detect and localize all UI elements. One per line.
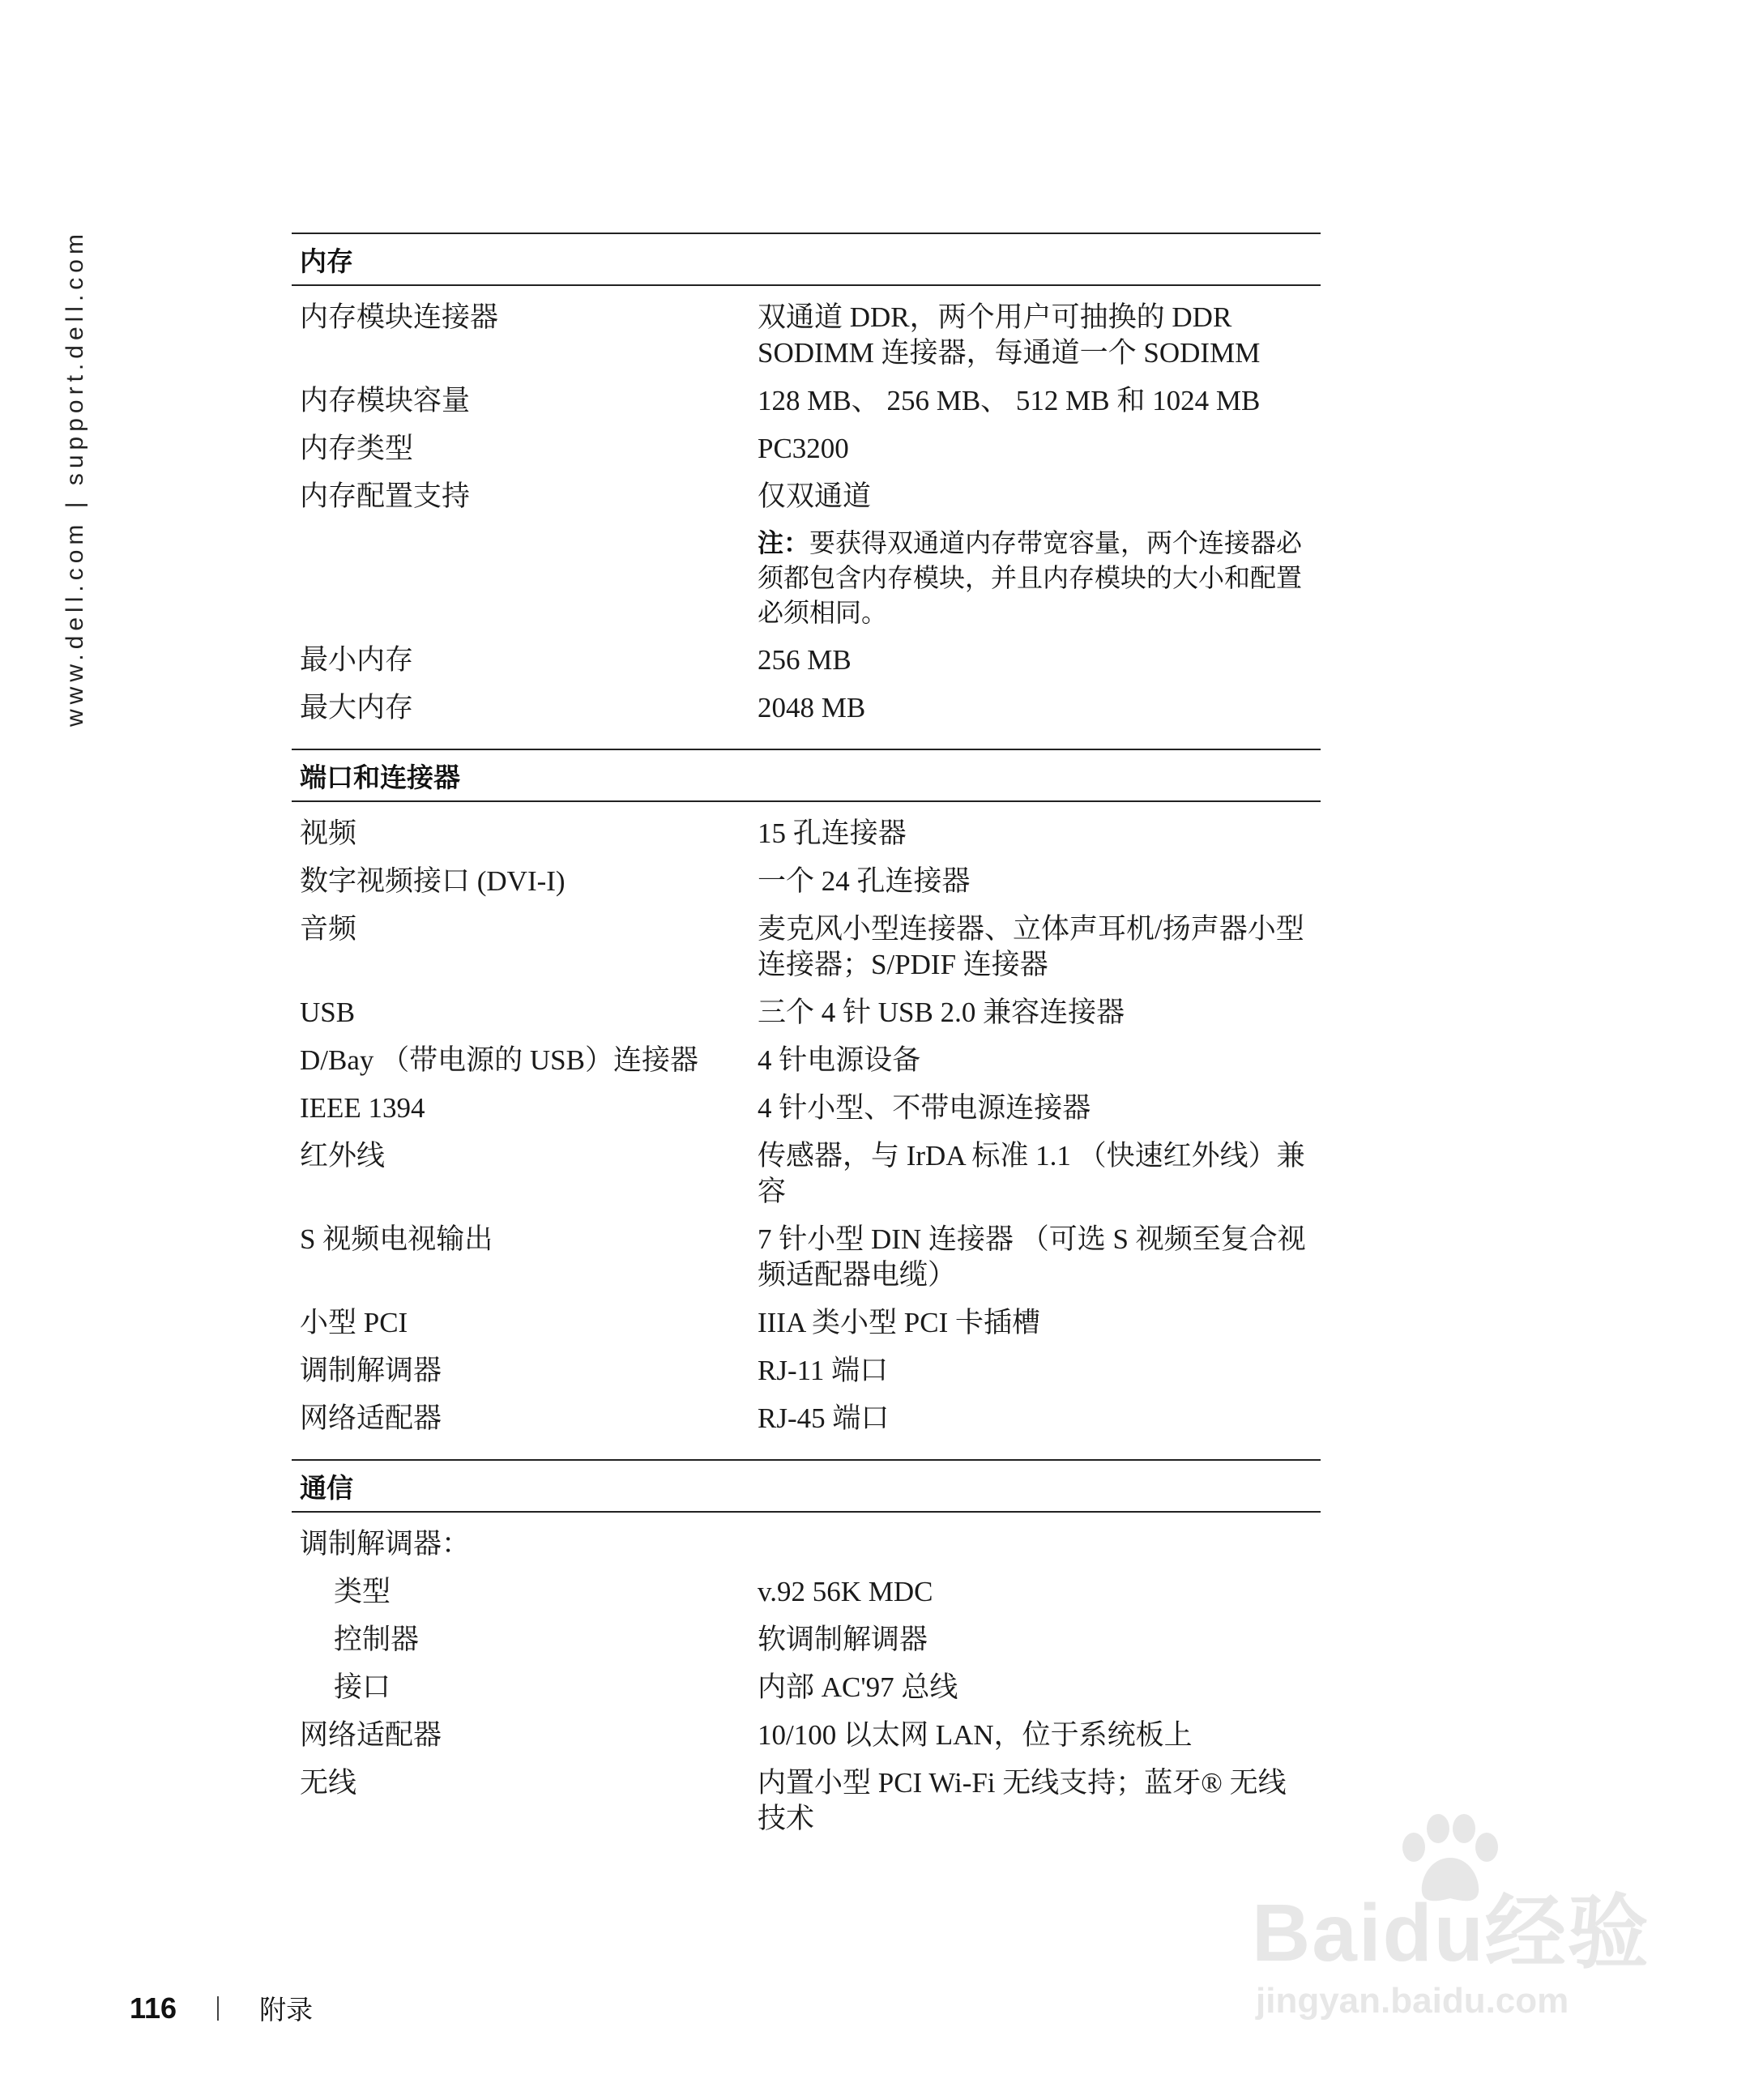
spec-value: 传感器，与 IrDA 标准 1.1 （快速红外线）兼容 — [758, 1140, 1305, 1207]
table-row — [292, 425, 1321, 473]
table-row — [292, 1133, 1321, 1216]
table-row — [292, 989, 1321, 1037]
page-number: 116 — [130, 1991, 177, 2025]
spec-label: 控制器 — [334, 1624, 420, 1655]
spec-label: 视频 — [300, 817, 357, 849]
watermark — [1252, 1811, 1673, 2038]
note-text: 要获得双通道内存带宽容量，两个连接器必须都包含内存模块，并且内存模块的大小和配置必须相同。 — [758, 527, 1303, 628]
spec-value: 4 针电源设备 — [758, 1044, 921, 1076]
section-communications — [292, 1459, 1321, 1843]
spec-value-with-note — [758, 479, 1321, 630]
table-row — [292, 1085, 1321, 1133]
spec-label: S 视频电视输出 — [300, 1223, 493, 1255]
spec-value: 内置小型 PCI Wi-Fi 无线支持；蓝牙® 无线技术 — [758, 1767, 1287, 1834]
watermark-url: jingyan.baidu.com — [1256, 1981, 1569, 2021]
spec-label: 内存模块容量 — [300, 385, 471, 416]
spec-value: IIIA 类小型 PCI 卡插槽 — [758, 1307, 1041, 1338]
spec-label: USB — [300, 997, 356, 1028]
spec-value: 128 MB、 256 MB、 512 MB 和 1024 MB — [758, 385, 1261, 416]
table-row — [292, 637, 1321, 685]
spec-label: 无线 — [300, 1767, 357, 1799]
footer-divider — [217, 1996, 219, 2021]
table-row — [292, 1569, 1321, 1616]
table-row — [292, 1664, 1321, 1712]
spec-value: 一个 24 孔连接器 — [758, 865, 971, 897]
spec-label: 内存类型 — [300, 433, 414, 464]
page-footer — [130, 1989, 313, 2027]
spec-content — [292, 233, 1321, 1859]
spec-label: 小型 PCI — [300, 1307, 408, 1338]
table-row — [292, 685, 1321, 732]
side-url — [59, 229, 92, 727]
spec-label: 网络适配器 — [300, 1719, 442, 1751]
table-row — [292, 1037, 1321, 1085]
spec-value — [758, 1526, 1321, 1562]
spec-label: 内存模块连接器 — [300, 301, 499, 333]
table-row — [292, 906, 1321, 989]
table-row — [292, 1300, 1321, 1347]
table-row — [292, 473, 1321, 637]
spec-value: RJ-45 端口 — [758, 1402, 890, 1434]
spec-label: 调制解调器 — [300, 1355, 442, 1386]
spec-label: D/Bay （带电源的 USB）连接器 — [300, 1044, 698, 1076]
spec-label: IEEE 1394 — [300, 1092, 425, 1124]
spec-value: 三个 4 针 USB 2.0 兼容连接器 — [758, 997, 1125, 1028]
watermark-logo-text: Baidu经验 — [1252, 1888, 1650, 1978]
section-memory — [292, 233, 1321, 732]
spec-label: 接口 — [334, 1671, 391, 1703]
note-label: 注： — [758, 527, 810, 558]
table-row — [292, 1216, 1321, 1300]
spec-label: 最小内存 — [300, 644, 414, 676]
table-row — [292, 810, 1321, 858]
spec-value: 256 MB — [758, 644, 852, 676]
section-title: 端口和连接器 — [292, 749, 1321, 802]
spec-label: 最大内存 — [300, 692, 414, 723]
section-ports — [292, 749, 1321, 1443]
table-row — [292, 1760, 1321, 1843]
table-row — [292, 1616, 1321, 1664]
table-row — [292, 294, 1321, 378]
spec-value: 仅双通道 — [758, 480, 872, 512]
table-row — [292, 1521, 1321, 1569]
table-row — [292, 1347, 1321, 1395]
spec-label: 数字视频接口 (DVI-I) — [300, 865, 566, 897]
section-title: 通信 — [292, 1459, 1321, 1513]
table-row — [292, 1395, 1321, 1443]
spec-label: 红外线 — [300, 1140, 386, 1172]
table-row — [292, 1712, 1321, 1760]
chapter-title: 附录 — [259, 1994, 314, 2025]
spec-value: RJ-11 端口 — [758, 1355, 889, 1386]
spec-value: 15 孔连接器 — [758, 817, 907, 849]
spec-label: 音频 — [300, 913, 357, 945]
spec-value: 软调制解调器 — [758, 1624, 928, 1655]
spec-value: 7 针小型 DIN 连接器 （可选 S 视频至复合视频适配器电缆） — [758, 1223, 1306, 1291]
spec-value: 2048 MB — [758, 692, 866, 723]
spec-label: 内存配置支持 — [300, 480, 471, 512]
spec-value: 内部 AC'97 总线 — [758, 1671, 958, 1703]
spec-value: PC3200 — [758, 433, 849, 464]
spec-label: 类型 — [334, 1576, 391, 1607]
table-row — [292, 858, 1321, 906]
spec-value: v.92 56K MDC — [758, 1576, 933, 1607]
spec-label: 网络适配器 — [300, 1402, 442, 1434]
section-title: 内存 — [292, 233, 1321, 286]
spec-value: 4 针小型、不带电源连接器 — [758, 1092, 1091, 1124]
spec-label: 调制解调器： — [300, 1528, 471, 1560]
table-row — [292, 378, 1321, 425]
note — [758, 526, 1312, 630]
side-url-text: www.dell.com | support.dell.com — [62, 229, 88, 727]
spec-value: 麦克风小型连接器、立体声耳机/扬声器小型连接器；S/PDIF 连接器 — [758, 913, 1304, 980]
spec-value: 10/100 以太网 LAN，位于系统板上 — [758, 1719, 1193, 1751]
spec-value: 双通道 DDR，两个用户可抽换的 DDR SODIMM 连接器，每通道一个 SODIMM — [758, 301, 1261, 369]
